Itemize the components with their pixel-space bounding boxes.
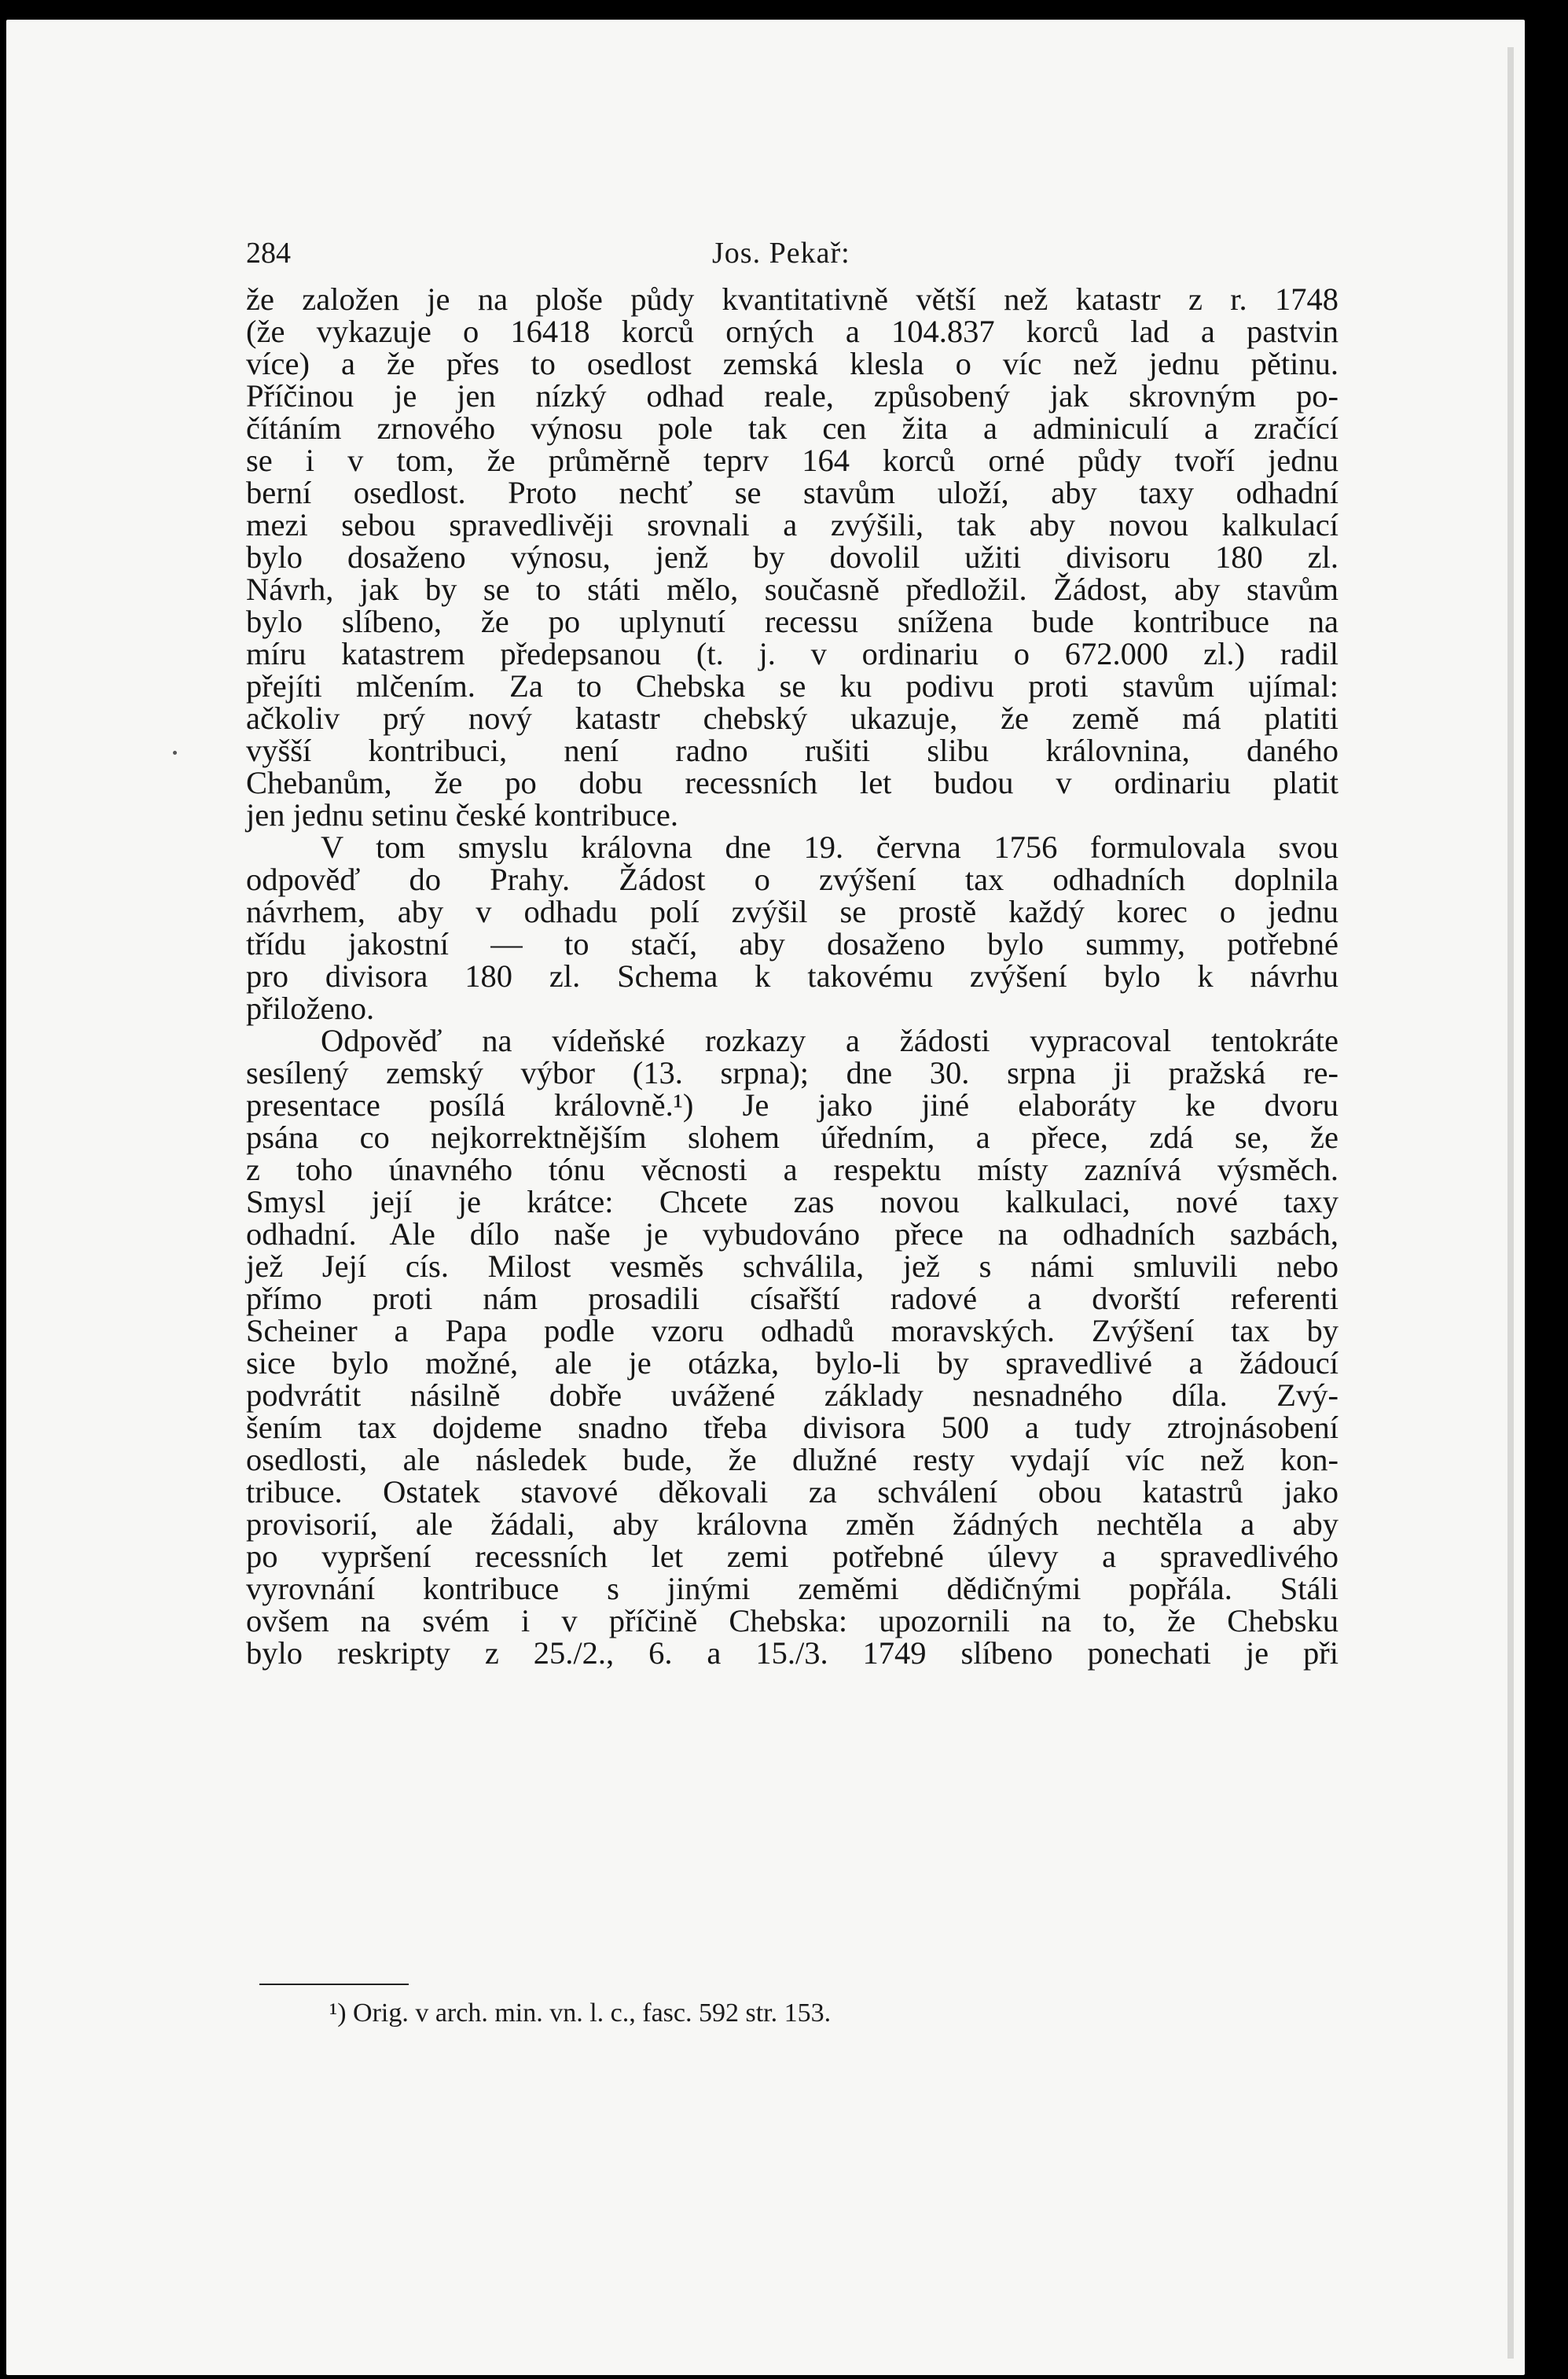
text-line: (že vykazuje o 16418 korců orných a 104.837 korců lad a pastvin — [246, 314, 1338, 349]
footnote-text: Orig. v arch. min. vn. l. c., fasc. 592 str. 153. — [353, 1998, 832, 2028]
text-line: vyrovnání kontribuce s jinými zeměmi dědičnými popřála. Stáli — [246, 1571, 1338, 1606]
text-line: bylo reskripty z 25./2., 6. a 15./3. 1749 slíbeno ponechati je při — [246, 1635, 1338, 1671]
text-line: sesílený zemský výbor (13. srpna); dne 30. srpna ji pražská re- — [246, 1055, 1338, 1090]
text-line: návrhem, aby v odhadu polí zvýšil se prostě každý korec o jednu — [246, 894, 1338, 929]
text-line: tribuce. Ostatek stavové děkovali za schválení obou katastrů jako — [246, 1474, 1338, 1509]
text-line: odpověď do Prahy. Žádost o zvýšení tax odhadních doplnila — [246, 862, 1338, 897]
text-line: šením tax dojdeme snadno třeba divisora 500 a tudy ztrojnásobení — [246, 1410, 1338, 1445]
running-head: Jos. Pekař: — [712, 237, 850, 270]
text-line: čítáním zrnového výnosu pole tak cen žita a adminiculí a zračící — [246, 410, 1338, 446]
text-line: Chebanům, že po dobu recessních let budou v ordinariu platit — [246, 765, 1338, 800]
text-line: presentace posílá královně.¹) Je jako jiné elaboráty ke dvoru — [246, 1087, 1338, 1123]
text-line: více) a že přes to osedlost zemská klesla o víc než jednu pětinu. — [246, 346, 1338, 381]
text-line: pro divisora 180 zl. Schema k takovému zvýšení bylo k návrhu — [246, 958, 1338, 994]
margin-speck — [173, 751, 177, 755]
text-line: provisorií, ale žádali, aby královna změn žádných nechtěla a aby — [246, 1506, 1338, 1542]
text-line: přejíti mlčením. Za to Chebska se ku podivu proti stavům ujímal: — [246, 668, 1338, 704]
text-line: osedlosti, ale následek bude, že dlužné resty vydají víc než kon- — [246, 1442, 1338, 1477]
body-text — [246, 283, 1338, 1669]
text-line: vyšší kontribuci, není radno rušiti slibu královnina, daného — [246, 733, 1338, 768]
text-line: sice bylo možné, ale je otázka, bylo-li by spravedlivé a žádoucí — [246, 1345, 1338, 1381]
text-line: že založen je na ploše půdy kvantitativně větší než katastr z r. 1748 — [246, 281, 1338, 317]
text-line: Návrh, jak by se to státi mělo, současně předložil. Žádost, aby stavům — [246, 572, 1338, 607]
text-line: ovšem na svém i v příčině Chebska: upozornili na to, že Chebsku — [246, 1603, 1338, 1638]
text-line: berní osedlost. Proto nechť se stavům uloží, aby taxy odhadní — [246, 475, 1338, 510]
text-line: Smysl její je krátce: Chcete zas novou kalkulaci, nové taxy — [246, 1184, 1338, 1219]
page-edge-shadow — [1507, 47, 1514, 2359]
text-line: jež Její cís. Milost vesměs schválila, jež s námi smluvili nebo — [246, 1248, 1338, 1284]
text-line: podvrátit násilně dobře uvážené základy nesnadného díla. Zvý- — [246, 1377, 1338, 1413]
text-line: přímo proti nám prosadili císařští radové a dvorští referenti — [246, 1281, 1338, 1316]
text-line: z toho únavného tónu věcnosti a respektu místy zaznívá výsměch. — [246, 1152, 1338, 1187]
text-line: Příčinou je jen nízký odhad reale, způsobený jak skrovným po- — [246, 378, 1338, 414]
text-line: bylo dosaženo výnosu, jenž by dovolil užiti divisoru 180 zl. — [246, 539, 1338, 575]
text-line: V tom smyslu královna dne 19. června 1756 formulovala svou — [321, 829, 1338, 865]
footnote-rule — [259, 1984, 409, 1985]
text-line: psána co nejkorrektnějším slohem úředním, a přece, zdá se, že — [246, 1120, 1338, 1155]
text-line: ačkoliv prý nový katastr chebský ukazuje, že země má platiti — [246, 700, 1338, 736]
text-line: přiloženo. — [246, 991, 375, 1026]
text-line: po vypršení recessních let zemi potřebné úlevy a spravedlivého — [246, 1539, 1338, 1574]
footnote-marker: ¹) — [329, 1998, 347, 2028]
text-line: odhadní. Ale dílo naše je vybudováno přece na odhadních sazbách, — [246, 1216, 1338, 1252]
text-line: třídu jakostní — to stačí, aby dosaženo bylo summy, potřebné — [246, 926, 1338, 962]
footnote — [329, 1998, 831, 2028]
text-line: Scheiner a Papa podle vzoru odhadů moravských. Zvýšení tax by — [246, 1313, 1338, 1348]
text-line: se i v tom, že průměrně teprv 164 korců orné půdy tvoří jednu — [246, 443, 1338, 478]
text-line: Odpověď na vídeňské rozkazy a žádosti vypracoval tentokráte — [321, 1023, 1338, 1058]
text-line: mezi sebou spravedlivěji srovnali a zvýšili, tak aby novou kalkulací — [246, 507, 1338, 542]
text-line: jen jednu setinu české kontribuce. — [246, 797, 678, 833]
text-line: míru katastrem předepsanou (t. j. v ordinariu o 672.000 zl.) radil — [246, 636, 1338, 671]
page-number: 284 — [246, 237, 291, 270]
text-line: bylo slíbeno, že po uplynutí recessu snížena bude kontribuce na — [246, 604, 1338, 639]
